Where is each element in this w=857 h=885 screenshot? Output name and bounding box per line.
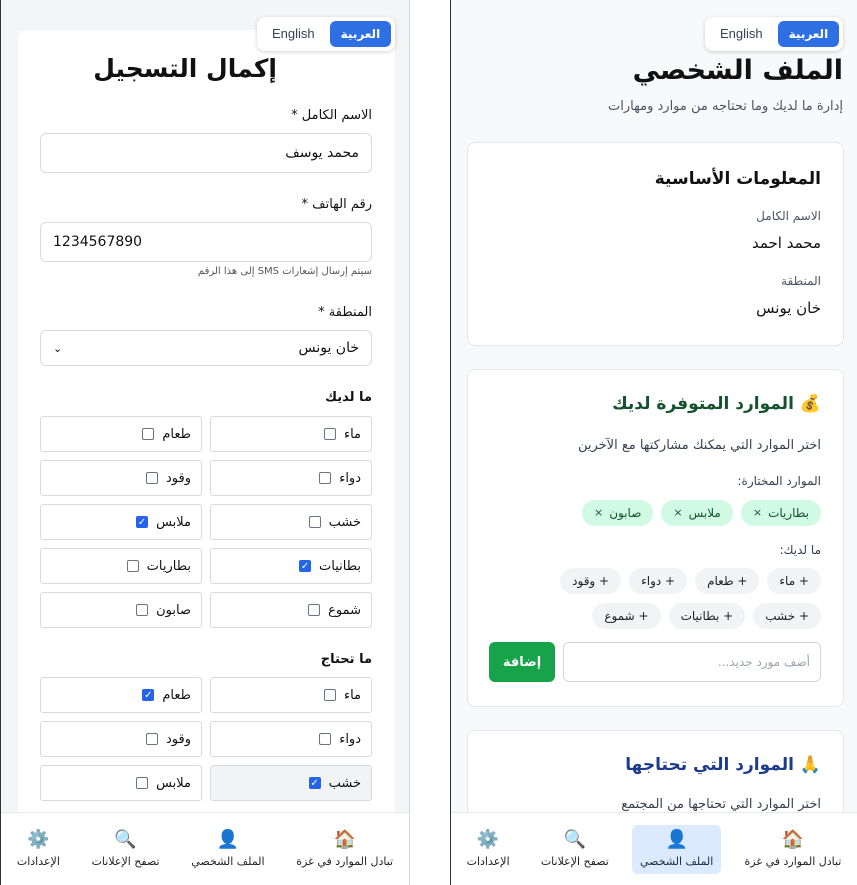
search-icon: 🔍 — [563, 828, 587, 850]
checkbox-label: خشب — [328, 775, 361, 791]
checkbox-option[interactable] — [40, 592, 202, 628]
checkbox[interactable] — [309, 516, 321, 528]
gear-icon: ⚙️ — [27, 828, 50, 850]
checkbox[interactable] — [324, 689, 336, 701]
resource-option-chip[interactable]: + دواء — [629, 568, 687, 594]
checkbox[interactable]: ✓ — [144, 689, 153, 701]
english-option[interactable]: English — [272, 26, 315, 41]
remove-icon[interactable]: × — [752, 506, 763, 519]
checkbox-label: ماء — [343, 426, 361, 442]
chevron-down-icon: ⌄ — [53, 341, 63, 355]
language-toggle — [705, 17, 843, 51]
language-toggle — [257, 17, 395, 51]
resource-option-chip[interactable]: + وقود — [560, 568, 621, 594]
name-value: محمد احمد — [751, 234, 821, 252]
resource-option-chip[interactable]: + شموع — [592, 603, 660, 629]
region-selected-value: خان يونس — [298, 340, 359, 356]
phone-hint: سيتم إرسال إشعارات SMS إلى هذا الرقم — [197, 266, 372, 277]
registration-screen — [0, 0, 410, 885]
selected-resource-chip[interactable] — [582, 500, 653, 526]
checkbox[interactable]: ✓ — [300, 560, 310, 572]
checkbox-label: صابون — [156, 602, 191, 618]
checkbox[interactable] — [136, 777, 148, 789]
checkbox-label: بطانيات — [319, 558, 361, 574]
checkbox[interactable] — [146, 733, 158, 745]
english-option[interactable]: English — [720, 26, 763, 41]
checkbox-label: طعام — [162, 687, 191, 703]
region-value: خان يونس — [756, 299, 821, 317]
nav-item-label: الإعدادات — [16, 854, 60, 868]
checkbox-option[interactable] — [210, 460, 372, 496]
checkbox-label: ملابس — [156, 514, 191, 530]
checkbox-label: شموع — [328, 602, 361, 618]
nav-item-label: تبادل الموارد في غزة — [744, 854, 842, 868]
region-label: المنطقة * — [318, 305, 372, 320]
checkbox-option[interactable] — [210, 416, 372, 452]
checkbox-option[interactable] — [210, 504, 372, 540]
gear-icon: ⚙️ — [476, 828, 500, 850]
new-resource-input[interactable]: أضف مورد جديد... — [563, 642, 821, 682]
phone-input[interactable]: 1234567890 — [40, 222, 372, 262]
checkbox-label: طعام — [162, 426, 191, 442]
nav-item[interactable] — [459, 825, 518, 874]
basic-info-card — [467, 142, 844, 346]
available-resources-description: اختر الموارد التي يمكنك مشاركتها مع الآخرين — [577, 438, 821, 453]
add-resource-row — [489, 642, 821, 682]
add-resource-button[interactable]: إضافة — [489, 642, 555, 682]
available-resources-card — [467, 369, 844, 707]
nav-item[interactable] — [183, 825, 272, 874]
checkbox-label: وقود — [166, 470, 191, 486]
checkbox-option[interactable] — [40, 416, 202, 452]
checkbox[interactable] — [319, 733, 331, 745]
search-icon: 🔍 — [114, 828, 137, 850]
registration-form — [18, 30, 395, 830]
arabic-option[interactable]: العربية — [778, 21, 840, 47]
basic-info-title: المعلومات الأساسية — [654, 169, 821, 189]
checkbox[interactable] — [142, 428, 154, 440]
needed-resources-description: اختر الموارد التي تحتاجها من المجتمع — [621, 797, 821, 812]
checkbox-label: دواء — [339, 470, 361, 486]
nav-item-label: الملف الشخصي — [640, 854, 714, 868]
checkbox-option[interactable] — [40, 721, 202, 757]
praying-hands-icon: 🙏 — [799, 755, 821, 775]
page-title: إكمال التسجيل — [93, 54, 277, 83]
bottom-navigation — [1, 812, 409, 885]
need-checkbox-grid — [40, 677, 372, 801]
checkbox[interactable] — [146, 472, 158, 484]
checkbox-option[interactable] — [210, 721, 372, 757]
checkbox[interactable] — [127, 560, 139, 572]
nav-item-label: تبادل الموارد في غزة — [296, 854, 394, 868]
nav-item[interactable] — [9, 825, 68, 874]
checkbox-option[interactable] — [210, 677, 372, 713]
checkbox[interactable]: ✓ — [310, 777, 319, 789]
checkbox-option[interactable] — [210, 548, 372, 584]
checkbox-option[interactable] — [40, 765, 202, 801]
checkbox-label: بطاريات — [146, 558, 191, 574]
checkbox[interactable] — [319, 472, 331, 484]
page-title: الملف الشخصي — [632, 55, 843, 86]
region-label: المنطقة — [781, 274, 821, 288]
nav-item-label: الملف الشخصي — [191, 854, 265, 868]
phone-label: رقم الهاتف * — [301, 197, 372, 212]
page-subtitle: إدارة ما لديك وما تحتاجه من موارد ومهارات — [608, 99, 843, 114]
selected-resource-chip[interactable] — [741, 500, 821, 526]
checkbox[interactable]: ✓ — [137, 516, 147, 528]
profile-screen — [450, 0, 857, 885]
selected-resource-chip[interactable] — [661, 500, 732, 526]
checkbox-label: خشب — [328, 514, 361, 530]
nav-item-label: تصفح الإعلانات — [540, 854, 609, 868]
checkbox-option[interactable] — [40, 504, 202, 540]
money-bag-icon: 💰 — [799, 394, 821, 414]
nav-item[interactable] — [533, 825, 617, 874]
nav-item[interactable] — [632, 825, 721, 874]
checkbox[interactable] — [308, 604, 320, 616]
checkbox-label: ملابس — [156, 775, 191, 791]
needed-resources-title-text: الموارد التي تحتاجها — [625, 755, 794, 775]
resource-option-chip[interactable]: + خشب — [753, 603, 821, 629]
home-icon: 🏠 — [781, 828, 805, 850]
remove-icon[interactable]: × — [593, 506, 604, 519]
nav-item-label: الإعدادات — [466, 854, 510, 868]
chip-label: صابون — [609, 506, 642, 520]
checkbox[interactable] — [136, 604, 148, 616]
chip-label: ملابس — [688, 506, 721, 520]
have-checkbox-grid — [40, 416, 372, 628]
checkbox[interactable] — [324, 428, 336, 440]
chip-label: بطاريات — [768, 506, 809, 520]
arabic-option[interactable]: العربية — [330, 21, 392, 47]
needed-resources-title — [625, 755, 821, 775]
nav-item[interactable] — [737, 825, 850, 874]
resource-option-chip[interactable]: + بطانيات — [669, 603, 746, 629]
home-icon: 🏠 — [333, 828, 356, 850]
checkbox-option[interactable] — [40, 677, 202, 713]
checkbox-label: دواء — [339, 731, 361, 747]
resource-option-chip[interactable]: + طعام — [695, 568, 759, 594]
checkbox-label: ماء — [343, 687, 361, 703]
available-resources-title-text: الموارد المتوفرة لديك — [612, 394, 794, 414]
nav-item-label: تصفح الإعلانات — [91, 854, 160, 868]
selected-resources-label: الموارد المختارة: — [737, 474, 821, 488]
name-label: الاسم الكامل — [756, 209, 821, 223]
profile-icon: 👤 — [216, 828, 240, 850]
profile-icon: 👤 — [665, 828, 688, 850]
resource-option-chips — [491, 568, 821, 629]
remove-icon[interactable]: × — [673, 506, 683, 519]
checkbox-option[interactable] — [210, 592, 372, 628]
checkbox-option[interactable] — [40, 460, 202, 496]
bottom-navigation — [451, 812, 857, 885]
full-name-input[interactable]: محمد يوسف — [40, 133, 372, 173]
checkbox-option[interactable] — [210, 765, 372, 801]
selected-resources-chips — [491, 500, 821, 526]
have-section-label: ما لديك — [325, 390, 372, 405]
resource-option-chip[interactable]: + ماء — [767, 568, 821, 594]
region-select[interactable] — [40, 330, 372, 366]
need-section-label: ما تحتاج — [320, 652, 372, 667]
available-resources-title — [612, 394, 821, 414]
checkbox-label: وقود — [166, 731, 191, 747]
checkbox-option[interactable] — [40, 548, 202, 584]
nav-item[interactable] — [84, 825, 168, 874]
have-options-label: ما لديك: — [779, 543, 821, 557]
nav-item[interactable] — [288, 825, 401, 874]
full-name-label: الاسم الكامل * — [291, 108, 372, 123]
